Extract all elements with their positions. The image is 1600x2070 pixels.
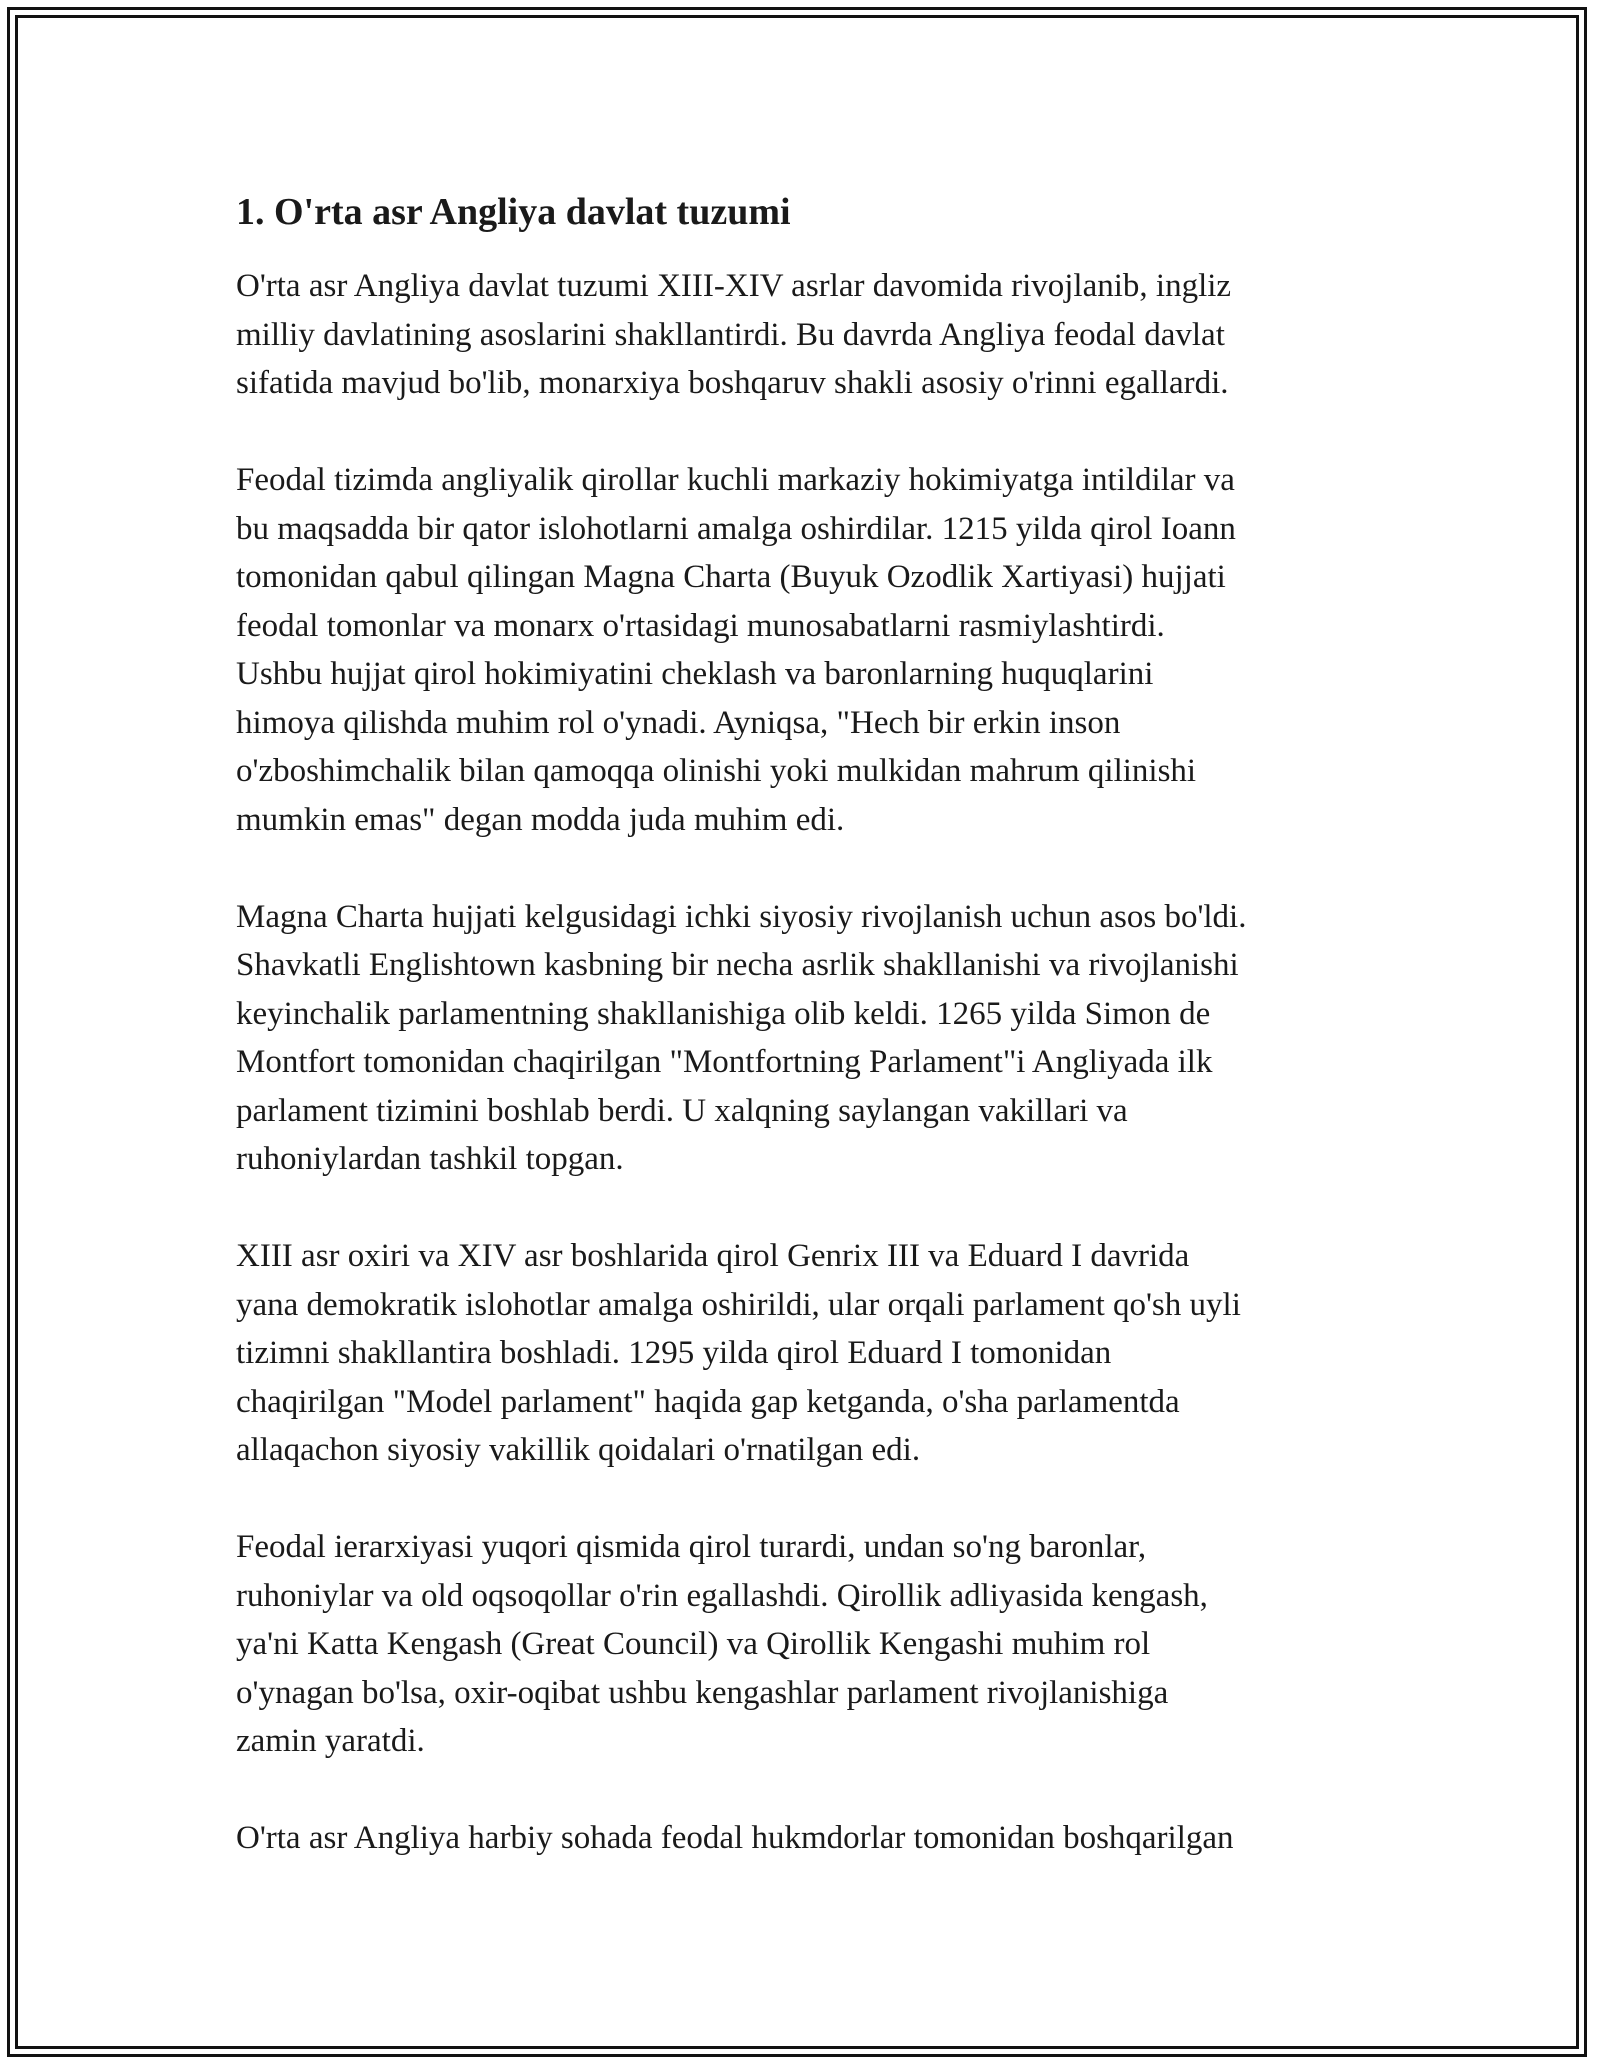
paragraph-line: bu maqsadda bir qator islohotlarni amalga oshirdilar. 1215 yilda qirol Ioann	[236, 510, 1236, 547]
paragraph	[236, 1523, 1366, 1766]
paragraph-line: yana demokratik islohotlar amalga oshirildi, ular orqali parlament qo'sh uyli	[236, 1286, 1241, 1323]
paragraph-line: Ushbu hujjat qirol hokimiyatini cheklash va baronlarning huquqlarini	[236, 656, 1154, 692]
paragraph-line: chaqirilgan "Model parlament" haqida gap ketganda, o'sha parlamentda	[236, 1383, 1180, 1420]
paragraph-line: himoya qilishda muhim rol o'ynadi. Ayniqsa, "Hech bir erkin inson	[236, 704, 1121, 741]
paragraph-line: mumkin emas" degan modda juda muhim edi.	[236, 801, 845, 838]
paragraph	[236, 262, 1366, 408]
paragraph-line: feodal tomonlar va monarx o'rtasidagi munosabatlarni rasmiylashtirdi.	[236, 607, 1165, 644]
paragraph-line: milliy davlatining asoslarini shakllantirdi. Bu davrda Angliya feodal davlat	[236, 316, 1225, 353]
paragraph-line: ruhoniylardan tashkil topgan.	[236, 1141, 624, 1177]
paragraph-line: sifatida mavjud bo'lib, monarxiya boshqaruv shakli asosiy o'rinni egallardi.	[236, 365, 1229, 401]
paragraph-line: XIII asr oxiri va XIV asr boshlarida qirol Genrix III va Eduard I davrida	[236, 1238, 1190, 1274]
paragraph-line: zamin yaratdi.	[236, 1723, 425, 1759]
paragraph-line: Magna Charta hujjati kelgusidagi ichki siyosiy rivojlanish uchun asos bo'ldi.	[236, 898, 1247, 935]
paragraph	[236, 1814, 1366, 1863]
paragraph-line: tomonidan qabul qilingan Magna Charta (Buyuk Ozodlik Xartiyasi) hujjati	[236, 559, 1226, 595]
paragraph-line: tizimni shakllantira boshladi. 1295 yilda qirol Eduard I tomonidan	[236, 1335, 1112, 1371]
paragraph-list	[236, 262, 1366, 1863]
paragraph-line: Shavkatli Englishtown kasbning bir necha asrlik shakllanishi va rivojlanishi	[236, 947, 1239, 983]
paragraph-line: Montfort tomonidan chaqirilgan "Montfortning Parlament"i Angliyada ilk	[236, 1044, 1213, 1080]
paragraph-line: Feodal tizimda angliyalik qirollar kuchli markaziy hokimiyatga intildilar va	[236, 462, 1235, 498]
paragraph-line: o'zboshimchalik bilan qamoqqa olinishi yoki mulkidan mahrum qilinishi	[236, 753, 1197, 789]
paragraph-line: ya'ni Katta Kengash (Great Council) va Qirollik Kengashi muhim rol	[236, 1626, 1151, 1662]
paragraph-line: O'rta asr Angliya harbiy sohada feodal hukmdorlar tomonidan boshqarilgan	[236, 1820, 1234, 1856]
paragraph-line: keyinchalik parlamentning shakllanishiga olib keldi. 1265 yilda Simon de	[236, 995, 1211, 1032]
section-heading: 1. O'rta asr Angliya davlat tuzumi	[236, 191, 791, 233]
paragraph-line: ruhoniylar va old oqsoqollar o'rin egallashdi. Qirollik adliyasida kengash,	[236, 1577, 1208, 1614]
paragraph-line: allaqachon siyosiy vakillik qoidalari o'rnatilgan edi.	[236, 1432, 921, 1468]
paragraph-line: Feodal ierarxiyasi yuqori qismida qirol turardi, undan so'ng baronlar,	[236, 1529, 1147, 1565]
paragraph	[236, 893, 1366, 1184]
paragraph-line: parlament tizimini boshlab berdi. U xalqning saylangan vakillari va	[236, 1092, 1128, 1129]
paragraph-line: O'rta asr Angliya davlat tuzumi XIII-XIV asrlar davomida rivojlanib, ingliz	[236, 268, 1232, 304]
paragraph	[236, 1232, 1366, 1475]
paragraph	[236, 456, 1366, 844]
paragraph-line: o'ynagan bo'lsa, oxir-oqibat ushbu kengashlar parlament rivojlanishiga	[236, 1674, 1169, 1711]
document-body	[236, 188, 1366, 1911]
